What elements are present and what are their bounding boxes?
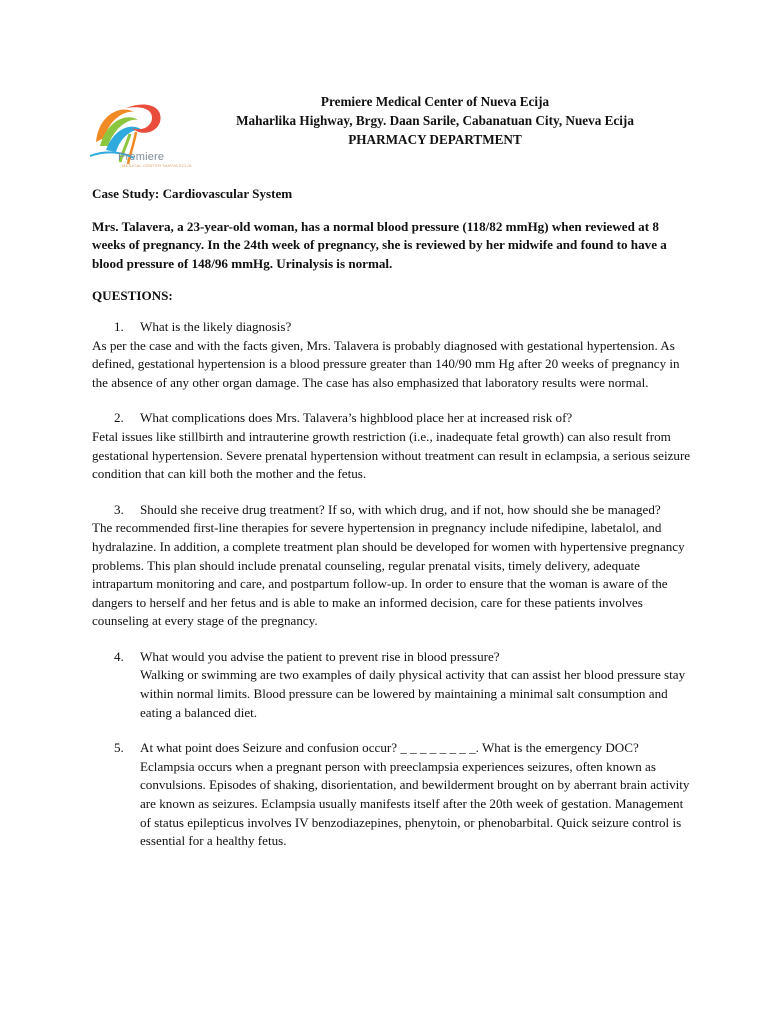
case-title: Case Study: Cardiovascular System	[92, 186, 293, 201]
document-body	[92, 185, 692, 868]
question-number: 3.	[114, 501, 124, 517]
question-number: 4.	[114, 648, 124, 664]
question-number: 2.	[114, 410, 124, 426]
question-item	[92, 318, 692, 392]
questions-heading: QUESTIONS:	[92, 288, 173, 304]
answer-text: Eclampsia occurs when a pregnant person with preeclampsia experiences seizures, often known as convulsions. Episodes of shaking, disorientation, and bewilderment brought on by aberrant brain activity are known as seizures. Eclampsia usually manifests itself after the 20th week of gestation. Management of status epilepticus involves IV benzodiazepines, phenytoin, or phenobarbital. Quick seizure control is essential for a healthy fetus.	[140, 758, 690, 849]
answer-text: As per the case and with the facts given, Mrs. Talavera is probably diagnosed with gestational hypertension. As defined, gestational hypertension is a blood pressure greater than 140/90 mm Hg after 20 weeks of pregnancy in the absence of any other organ damage. The case has also emphasized that laboratory results were normal.	[92, 337, 680, 390]
answer-text: The recommended first-line therapies for severe hypertension in pregnancy include nifedipine, labetalol, and hydralazine. In addition, a complete treatment plan should be developed for women with hypertensive pregnancy problems. This plan should include prenatal counseling, regular prenatal visits, timely delivery, adequate intrapartum monitoring and care, and postpartum follow-up. In order to ensure that the woman is aware of the dangers to herself and her fetus and is able to make an informed decision, care for these patients involves counseling at every stage of the pregnancy.	[92, 520, 685, 629]
question-text: At what point does Seizure and confusion occur? _ _ _ _ _ _ _ _. What is the emergency DOC?	[140, 740, 639, 756]
question-number: 1.	[114, 318, 124, 334]
case-scenario: Mrs. Talavera, a 23-year-old woman, has a normal blood pressure (118/82 mmHg) when reviewed at 8 weeks of pregnancy. In the 24th week of pregnancy, she is reviewed by her midwife and found to have a blood pressure of 148/96 mmHg. Urinalysis is normal.	[92, 218, 667, 271]
question-text: Should she receive drug treatment? If so, with which drug, and if not, how should she be managed?	[140, 501, 661, 517]
question-item	[92, 409, 692, 483]
question-item	[92, 739, 692, 851]
question-text: What complications does Mrs. Talavera’s highblood place her at increased risk of?	[140, 410, 573, 426]
logo-subtitle: MEDICAL CENTER NUEVA ECIJA	[122, 163, 192, 168]
question-text: What is the likely diagnosis?	[140, 318, 292, 334]
answer-text: Fetal issues like stillbirth and intrauterine growth restriction (i.e., inadequate fetal growth) can also result from gestational hypertension. Severe prenatal hypertension without treatment can result in eclampsia, a serious seizure condition that can kill both the mother and the fetus.	[92, 428, 691, 482]
question-item	[92, 648, 692, 722]
question-item	[92, 501, 692, 631]
department-name: PHARMACY DEPARTMENT	[348, 132, 522, 147]
question-number: 5.	[114, 740, 124, 756]
answer-text: Walking or swimming are two examples of daily physical activity that can assist her blood pressure stay within normal limits. Blood pressure can be lowered by maintaining a minimal salt consumption and eating a balanced diet.	[140, 667, 686, 720]
hospital-address: Maharlika Highway, Brgy. Daan Sarile, Cabanatuan City, Nueva Ecija	[236, 113, 634, 128]
letterhead	[0, 92, 768, 149]
logo-wordmark: Premiere	[118, 151, 165, 163]
question-text: What would you advise the patient to prevent rise in blood pressure?	[140, 648, 500, 664]
hospital-name: Premiere Medical Center of Nueva Ecija	[320, 94, 550, 109]
